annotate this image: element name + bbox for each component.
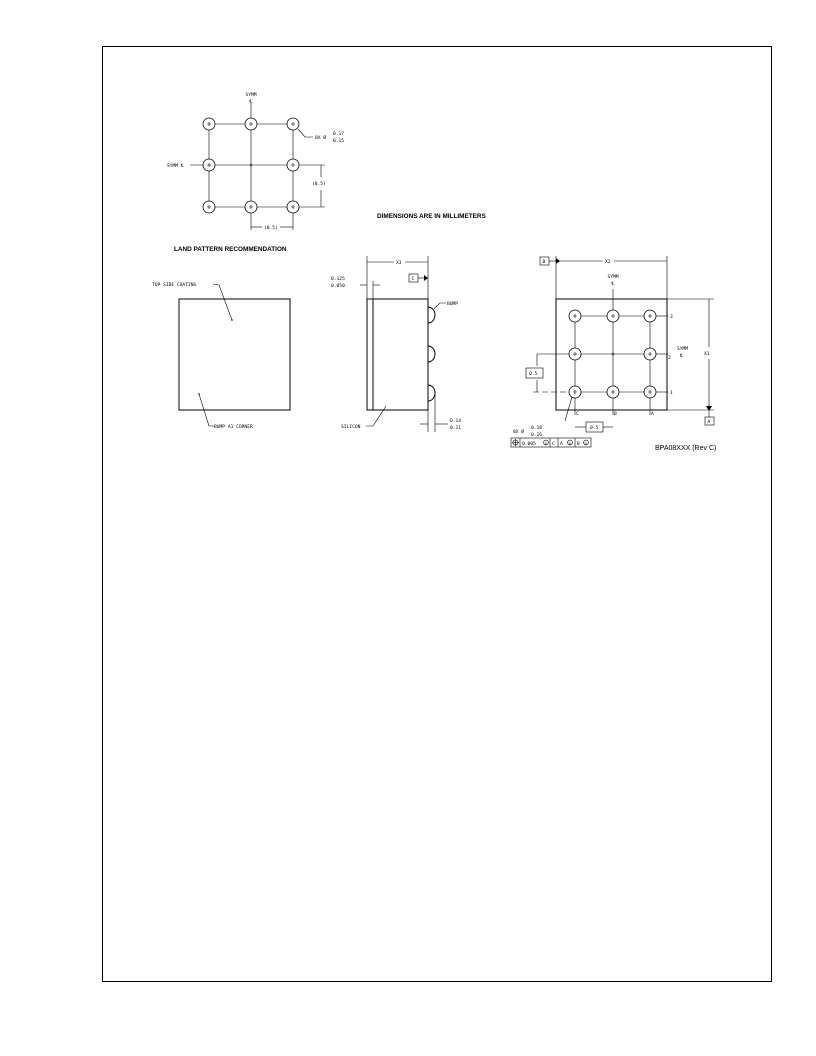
datum-b-arrow bbox=[556, 258, 560, 264]
drawing-reference: BPA08XXX (Rev C) bbox=[655, 445, 717, 452]
datum-b-label: B bbox=[542, 260, 546, 265]
silicon-label: SILICON bbox=[341, 425, 361, 430]
coating-point bbox=[231, 319, 233, 321]
ball-lower-tol: 0.16 bbox=[531, 433, 543, 438]
fcf-mod: S bbox=[568, 441, 571, 446]
land-symm-side-label: SYMM ℄ bbox=[167, 164, 184, 169]
hole-leader bbox=[298, 129, 313, 137]
bump-h-upper-tol: 0.14 bbox=[450, 419, 462, 424]
fcf-tolerance: 0.005 bbox=[522, 442, 536, 447]
ball-leader bbox=[565, 397, 572, 421]
pitch-vertical-label: (0.5) bbox=[312, 182, 326, 187]
land-pattern-view bbox=[167, 92, 344, 253]
side-bump bbox=[428, 385, 435, 401]
datum-a-label: A bbox=[707, 420, 711, 425]
side-bump bbox=[428, 346, 435, 362]
bottom-cl-top: ℄ bbox=[611, 282, 615, 287]
hole-upper-tol: 0.17 bbox=[333, 132, 345, 137]
fcf-mod: S bbox=[544, 441, 547, 446]
x1-label: X1 bbox=[704, 352, 710, 357]
side-bump bbox=[428, 307, 435, 323]
pitch-h-label: 0.5 bbox=[590, 426, 599, 431]
fcf-ref-b: B bbox=[577, 442, 580, 447]
pitch-horizontal-label: (0.5) bbox=[264, 226, 278, 231]
bump-label: BUMP bbox=[447, 302, 459, 307]
side-view-body bbox=[367, 299, 428, 410]
row-label: 1 bbox=[670, 391, 673, 396]
feature-control-frame bbox=[511, 438, 591, 447]
top-view bbox=[152, 282, 290, 430]
corner-label: BUMP A1 CORNER bbox=[214, 425, 253, 430]
coat-upper-tol: 0.125 bbox=[331, 277, 345, 282]
bottom-symm-top-label: SYMM bbox=[607, 275, 619, 280]
coat-lower-tol: 0.050 bbox=[331, 284, 345, 289]
x2-label: X2 bbox=[605, 260, 611, 265]
bump-h-lower-tol: 0.11 bbox=[450, 426, 462, 431]
pitch-v-label: 0.5 bbox=[529, 372, 538, 377]
col-label: B bbox=[614, 412, 617, 417]
x3-label: X3 bbox=[396, 261, 402, 266]
datum-c-label: C bbox=[411, 277, 415, 282]
land-symm-label: SYMM bbox=[245, 93, 257, 98]
units-note: DIMENSIONS ARE IN MILLIMETERS bbox=[377, 213, 486, 220]
hole-prefix: 8X Ø bbox=[315, 136, 327, 141]
row-label: 3 bbox=[670, 315, 673, 320]
fcf-mod: S bbox=[584, 441, 587, 446]
coating-leader bbox=[213, 284, 232, 320]
land-cl-symbol: ℄ bbox=[249, 100, 253, 105]
fcf-ref-c: C bbox=[552, 442, 555, 447]
datum-c-arrow bbox=[424, 275, 428, 281]
col-label: C bbox=[576, 412, 579, 417]
bump-leader bbox=[434, 303, 446, 309]
bottom-view bbox=[511, 256, 714, 447]
row-label: 2 bbox=[668, 356, 671, 361]
silicon-leader bbox=[366, 406, 386, 426]
coating-label: TOP SIDE COATING bbox=[152, 283, 197, 288]
bottom-symm-right-label: SYMM bbox=[677, 347, 689, 352]
side-view bbox=[331, 256, 461, 432]
ball-upper-tol: 0.18 bbox=[531, 426, 543, 431]
bottom-cl-right: ℄ bbox=[680, 354, 683, 359]
hole-lower-tol: 0.15 bbox=[333, 139, 345, 144]
col-label: A bbox=[651, 412, 654, 417]
land-pattern-title: LAND PATTERN RECOMMENDATION bbox=[174, 246, 287, 253]
ball-prefix: 8X Ø bbox=[513, 430, 525, 435]
fcf-ref-a: A bbox=[560, 442, 563, 447]
top-view-body bbox=[179, 299, 290, 410]
